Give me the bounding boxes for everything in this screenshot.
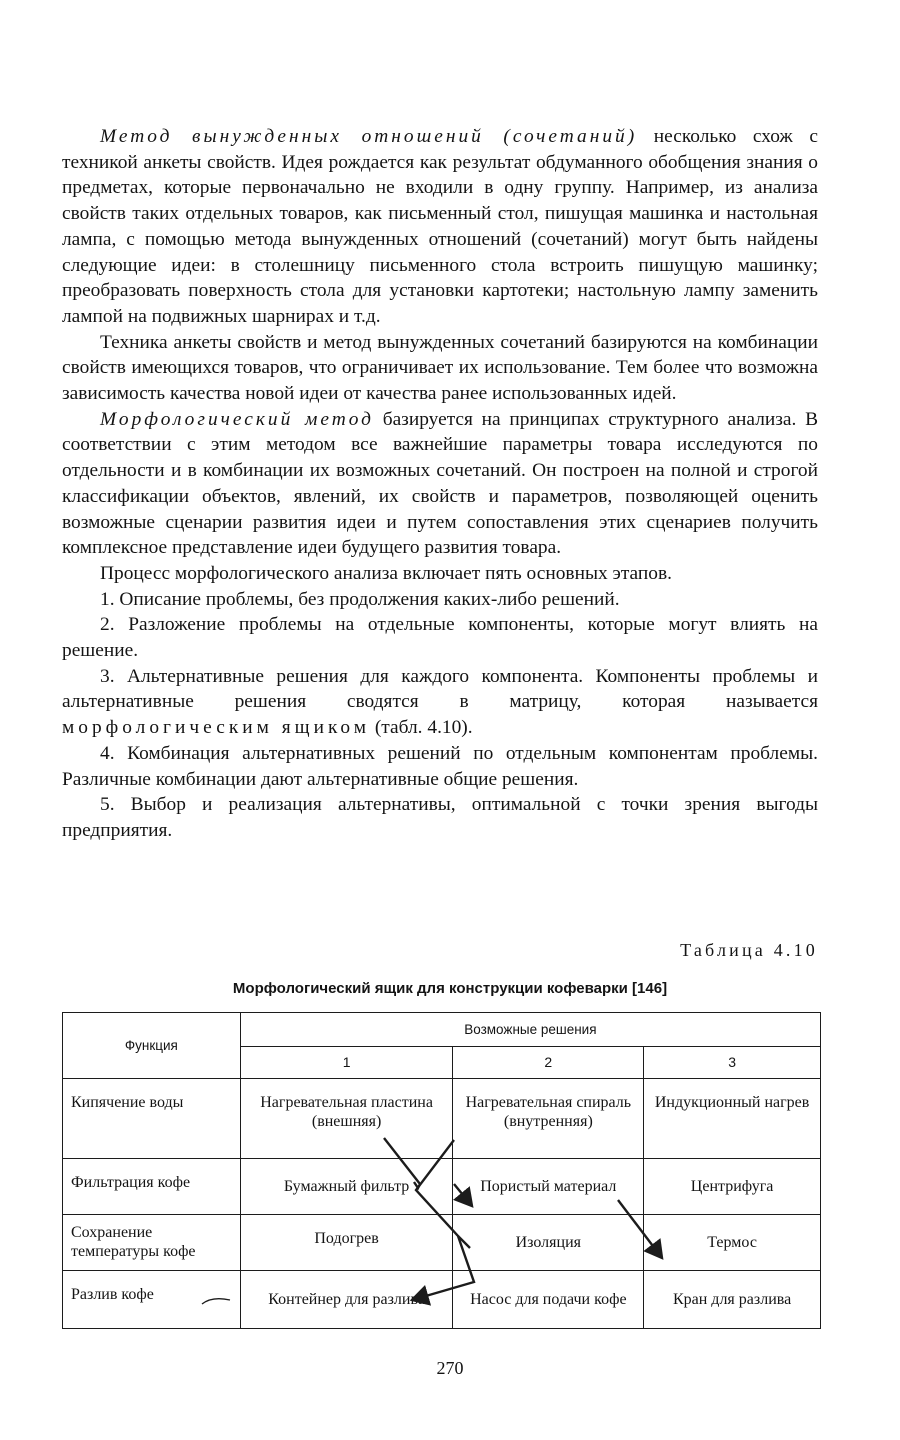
paragraph-text: базируется на принципах структурного анализа. В соответствии с этим методом все важнейшие параметры товара исследуются по отдельности и в комбинации их возможных сочетаний. Он построен на полной и строгой классификации объектов, явлений, их свойств и параметров, позволяющей оценить возможные сценарии развития идеи и путем сопоставления этих сценариев получить комплексное представление идеи будущего развития товара. [62, 408, 819, 559]
solution-cell: Термос [644, 1215, 821, 1271]
function-cell: Фильтрация кофе [63, 1159, 241, 1215]
header-function: Функция [63, 1013, 241, 1079]
solution-cell: Бумажный фильтр [240, 1159, 453, 1215]
body-text [62, 124, 818, 844]
solution-cell: Центрифуга [644, 1159, 821, 1215]
step-1: 1. Описание проблемы, без продолжения каких-либо решений. [100, 588, 620, 610]
step-5: 5. Выбор и реализация альтернативы, оптимальной с точки зрения выгоды предприятия. [62, 794, 818, 841]
table-row [63, 1215, 821, 1271]
table-row [63, 1271, 821, 1329]
column-number: 1 [240, 1047, 453, 1079]
step-2: 2. Разложение проблемы на отдельные компоненты, которые могут влиять на решение. [62, 614, 818, 662]
table-header-row [63, 1013, 821, 1047]
page-number: 270 [436, 1358, 464, 1378]
paragraph-forced-relations [62, 124, 818, 330]
function-cell: Кипячение воды [63, 1079, 241, 1159]
solution-cell: Нагревательная спираль (внутренняя) [453, 1079, 644, 1159]
morphological-table [62, 1012, 821, 1329]
paragraph-properties: Техника анкеты свойств и метод вынужденных сочетаний базируются на комбинации свойств имеющихся товаров, что ограничивает их использование. Тем более что возможна зависимость качества новой идеи от качества ранее использованных идей. [62, 331, 818, 405]
step-3 [62, 664, 818, 741]
step-3-tail: (табл. 4.10). [370, 717, 473, 739]
term-morphological-box: морфологическим ящиком [62, 717, 370, 739]
paragraph-process: Процесс морфологического анализа включает пять основных этапов. [100, 562, 672, 584]
header-solutions: Возможные решения [240, 1013, 820, 1047]
solution-cell: Подогрев [240, 1215, 453, 1271]
paragraph-morphological [62, 407, 818, 561]
table-caption: Таблица 4.10 [680, 940, 818, 960]
solution-cell: Изоляция [453, 1215, 644, 1271]
solution-cell: Индукционный нагрев [644, 1079, 821, 1159]
function-cell: Разлив кофе [63, 1271, 241, 1329]
solution-cell: Насос для подачи кофе [453, 1271, 644, 1329]
step-3-text: 3. Альтернативные решения для каждого компонента. Компоненты проблемы и альтернативные решения сводятся в матрицу, которая называется [62, 665, 818, 713]
solution-cell: Нагревательная пластина (внешняя) [240, 1079, 453, 1159]
table-row [63, 1159, 821, 1215]
table-row [63, 1079, 821, 1159]
solution-cell: Кран для разлива [644, 1271, 821, 1329]
column-number: 2 [453, 1047, 644, 1079]
solution-cell: Пористый материал [453, 1159, 644, 1215]
term-morphological-method: Морфологический метод [100, 408, 374, 430]
step-4: 4. Комбинация альтернативных решений по отдельным компонентам проблемы. Различные комбинации дают альтернативные общие решения. [62, 742, 818, 790]
function-cell: Сохранение температуры кофе [63, 1215, 241, 1271]
morphological-table-wrap [62, 1012, 821, 1330]
table-title: Морфологический ящик для конструкции кофеварки [146] [232, 980, 668, 997]
paragraph-text: несколько схож с техникой анкеты свойств. Идея рождается как результат обдуманного обобщения знания о предметах, которые первоначально не входили в одну группу. Например, из анализа свойств таких отдельных товаров, как письменный стол, пишущая машинка и настольная лампа, с помощью метода вынужденных отношений (сочетаний) могут быть найдены следующие идеи: в столешницу письменного стола встроить пишущую машинку; преобразовать поверхность стола для установки картотеки; настольную лампу заменить лампой на подвижных шарнирах и т.д. [62, 126, 819, 327]
term-forced-relations: Метод вынужденных отношений (сочетаний) [100, 126, 638, 147]
column-number: 3 [644, 1047, 821, 1079]
solution-cell: Контейнер для разлива [240, 1271, 453, 1329]
